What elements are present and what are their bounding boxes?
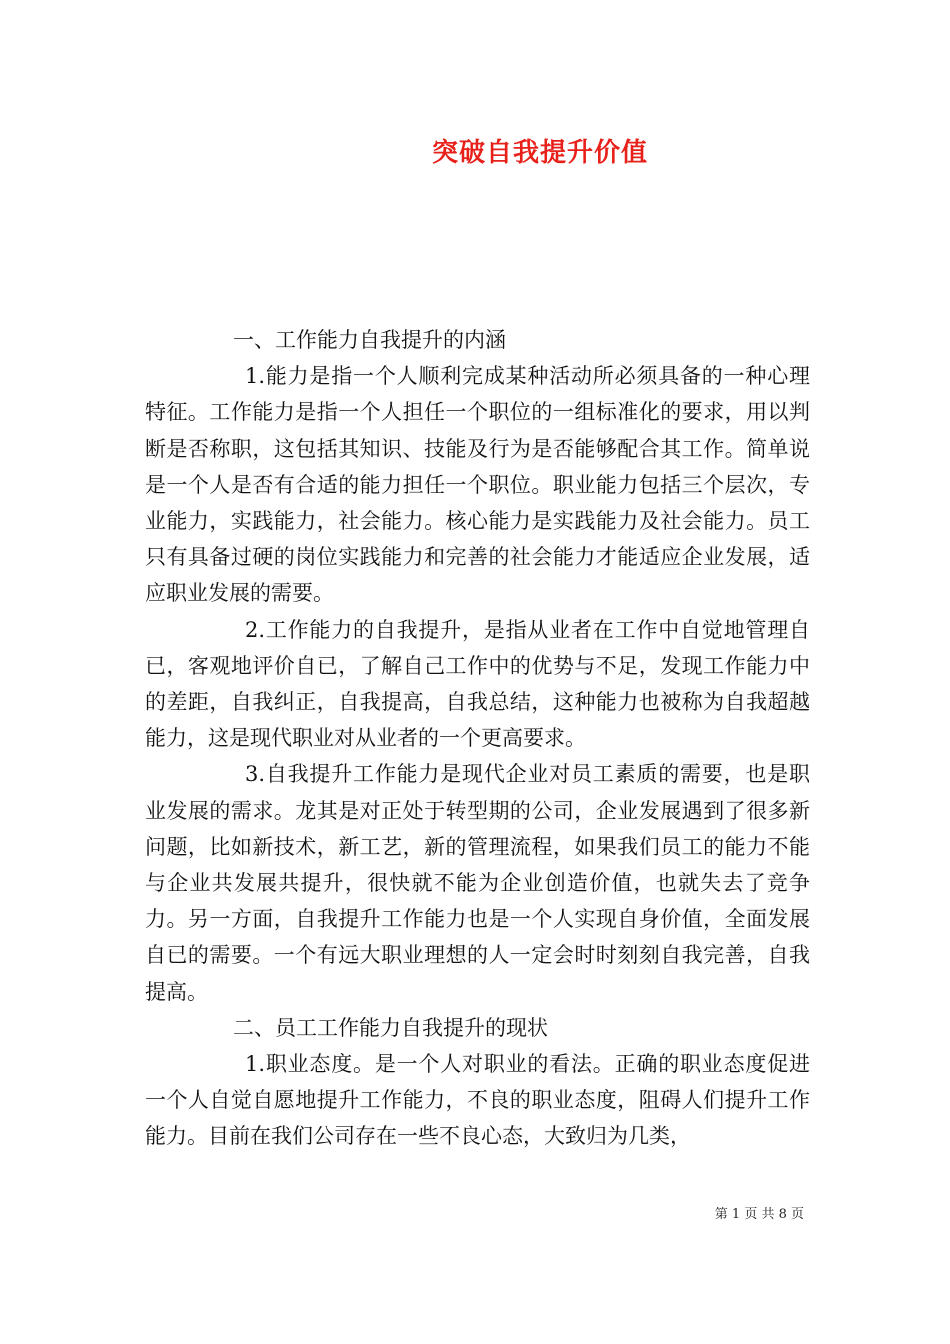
document-body: [145, 322, 810, 1155]
paragraph-1-3: 3.自我提升工作能力是现代企业对员工素质的需要，也是职业发展的需求。龙其是对正处于转型期的公司，企业发展遇到了很多新问题，比如新技术，新工艺，新的管理流程，如果我们员工的能力不能与企业共发展共提升，很快就不能为企业创造价值，也就失去了竞争力。另一方面，自我提升工作能力也是一个人实现自身价值，全面发展自已的需要。一个有远大职业理想的人一定会时时刻刻自我完善，自我提高。: [145, 762, 810, 1004]
paragraph-1-2: 2.工作能力的自我提升，是指从业者在工作中自觉地管理自已，客观地评价自已，了解自己工作中的优势与不足，发现工作能力中的差距，自我纠正，自我提高，自我总结，这种能力也被称为自我超越能力，这是现代职业对从业者的一个更高要求。: [145, 617, 810, 751]
page-footer: 第 1 页 共 8 页: [714, 1207, 804, 1222]
section-heading-2: 二、员工工作能力自我提升的现状: [233, 1015, 548, 1040]
document-title: 突破自我提升价值: [431, 138, 648, 168]
paragraph-1-1: 1.能力是指一个人顺利完成某种活动所必须具备的一种心理特征。工作能力是指一个人担任一个职位的一组标准化的要求，用以判断是否称职，这包括其知识、技能及行为是否能够配合其工作。简单说是一个人是否有合适的能力担任一个职位。职业能力包括三个层次，专业能力，实践能力，社会能力。核心能力是实践能力及社会能力。员工只有具备过硬的岗位实践能力和完善的社会能力才能适应企业发展，适应职业发展的需要。: [145, 364, 810, 606]
section-heading-1: 一、工作能力自我提升的内涵: [233, 328, 506, 352]
paragraph-2-1: 1.职业态度。是一个人对职业的看法。正确的职业态度促进一个人自觉自愿地提升工作能力，不良的职业态度，阻碍人们提升工作能力。目前在我们公司存在一些不良心态，大致归为几类，: [145, 1052, 810, 1149]
